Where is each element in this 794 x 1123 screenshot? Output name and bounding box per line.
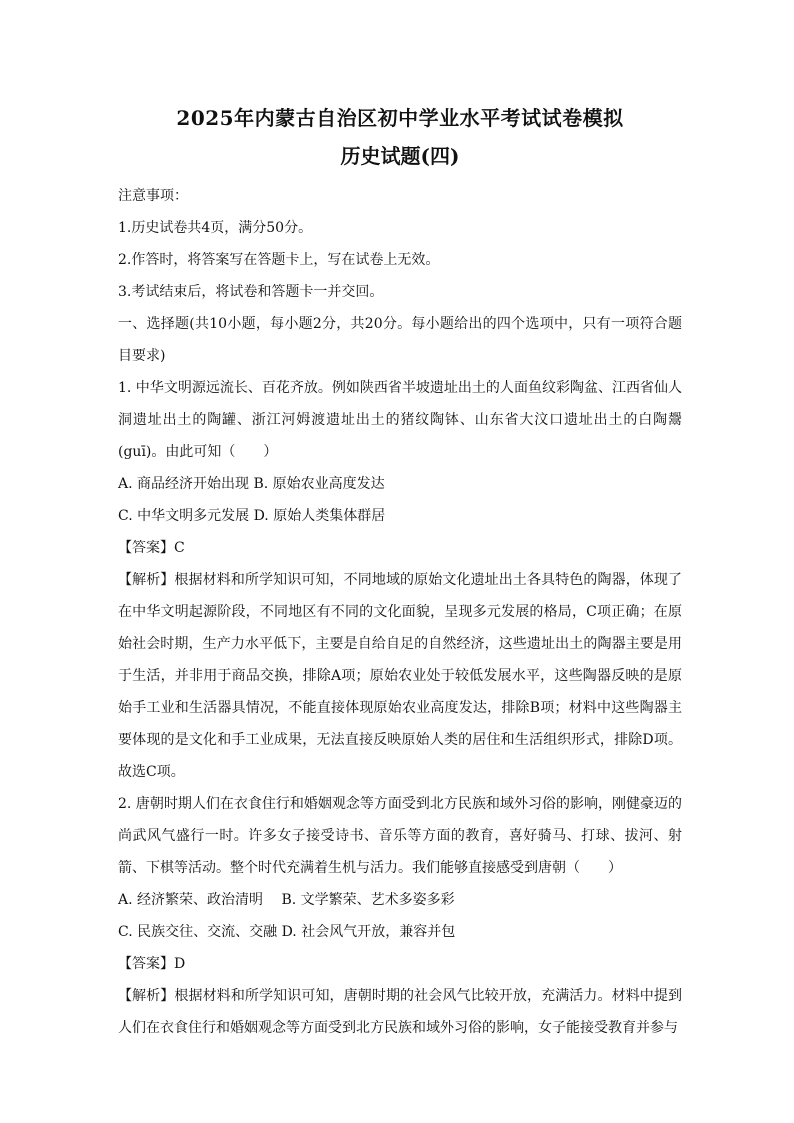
page-title: 2025年内蒙古自治区初中学业水平考试试卷模拟: [176, 106, 624, 130]
answer-line: 【答案】D: [118, 956, 186, 972]
note-item: 3.考试结束后，将试卷和答题卡一并交回。: [118, 284, 384, 300]
question-options: C. 民族交往、交流、交融 D. 社会风气开放，兼容并包: [118, 924, 456, 940]
analysis-tag: 【解析】: [118, 988, 175, 1004]
analysis-paragraph: [118, 564, 682, 788]
notes-heading: 注意事项：: [118, 188, 188, 204]
analysis-text: 根据材料和所学知识可知，不同地域的原始文化遗址出土各具特色的陶器，体现了在中华文明起源阶段，不同地区有不同的文化面貌，呈现多元发展的格局，C项正确；在原始社会时期，生产力水平低下，主要是自给自足的自然经济，这些遗址出土的陶器主要是用于生活，并非用于商品交换，排除A项；原始农业处于较低发展水平，这些陶器反映的是原始手工业和生活器具情况，不能直接体现原始农业高度发达，排除B项；材料中这些陶器主要体现的是文化和手工业成果，无法直接反映原始人类的居住和生活组织形式，排除D项。故选C项。: [118, 572, 683, 780]
question-stem: 1. 中华文明源远流长、百花齐放。例如陕西省半坡遗址出土的人面鱼纹彩陶盆、江西省仙人洞遗址出土的陶罐、浙江河姆渡遗址出土的猪纹陶钵、山东省大汶口遗址出土的白陶鬶(guī)。由此可知（ ）: [118, 380, 682, 460]
question-options: A. 经济繁荣、政治清明 B. 文学繁荣、艺术多姿多彩: [118, 892, 455, 908]
note-item: 2.作答时，将答案写在答题卡上，写在试卷上无效。: [118, 252, 440, 268]
answer-line: 【答案】C: [118, 540, 185, 556]
question-options: A. 商品经济开始出现 B. 原始农业高度发达: [118, 476, 385, 492]
question-options: C. 中华文明多元发展 D. 原始人类集体群居: [118, 508, 386, 524]
section-intro: 一、选择题(共10小题，每小题2分，共20分。每小题给出的四个选项中，只有一项符合题目要求): [118, 316, 682, 364]
question-stem: 2. 唐朝时期人们在衣食住行和婚姻观念等方面受到北方民族和域外习俗的影响，刚健豪迈的尚武风气盛行一时。许多女子接受诗书、音乐等方面的教育，喜好骑马、打球、拔河、射箭、下棋等活动。整个时代充满着生机与活力。我们能够直接感受到唐朝（ ）: [118, 796, 682, 876]
analysis-tag: 【解析】: [118, 572, 175, 588]
note-item: 1.历史试卷共4页，满分50分。: [118, 220, 313, 236]
analysis-text: 根据材料和所学知识可知，唐朝时期的社会风气比较开放，充满活力。材料中提到人们在衣食住行和婚姻观念等方面受到北方民族和域外习俗的影响，女子能接受教育并参与: [118, 988, 683, 1036]
page-subtitle: 历史试题(四): [340, 144, 460, 168]
analysis-paragraph: [118, 980, 682, 1044]
